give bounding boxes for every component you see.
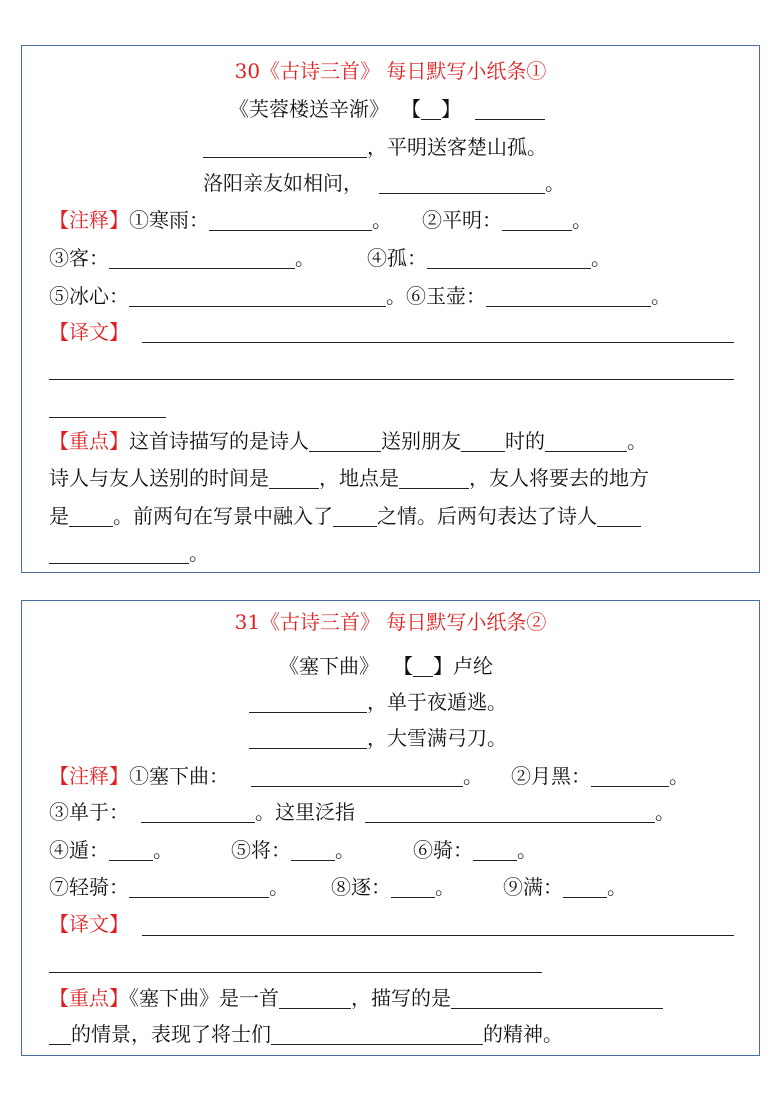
note-blank[interactable] bbox=[209, 210, 372, 231]
translation-blank[interactable] bbox=[142, 935, 734, 936]
notes-row-2 bbox=[49, 245, 611, 271]
note-blank[interactable] bbox=[109, 248, 295, 269]
note-blank[interactable] bbox=[109, 840, 153, 861]
note-blank[interactable] bbox=[563, 877, 607, 898]
translation-row bbox=[49, 319, 129, 345]
note-blank[interactable] bbox=[129, 877, 269, 898]
poem-title: 《芙蓉楼送辛渐》 bbox=[229, 97, 389, 121]
dictation-card-1 bbox=[21, 45, 760, 573]
key-label: 【重点】 bbox=[49, 429, 129, 453]
dynasty-blank[interactable] bbox=[421, 99, 441, 120]
translation-blank[interactable] bbox=[49, 972, 542, 973]
period: 。 bbox=[591, 246, 611, 270]
key-blank[interactable] bbox=[309, 431, 381, 452]
notes-label: 【注释】 bbox=[49, 208, 129, 232]
verse-end: 。 bbox=[545, 171, 565, 195]
key-blank[interactable] bbox=[597, 506, 641, 527]
bracket-close: 】 bbox=[433, 654, 453, 678]
key-blank[interactable] bbox=[451, 988, 663, 1009]
note-blank[interactable] bbox=[391, 877, 435, 898]
note-blank[interactable] bbox=[473, 840, 517, 861]
note-label: ④孤： bbox=[367, 246, 427, 270]
poem-title: 《塞下曲》 bbox=[279, 654, 379, 678]
key-text: 的精神。 bbox=[483, 1022, 563, 1046]
notes-row-3 bbox=[49, 837, 537, 863]
key-text: 的情景，表现了将士们 bbox=[71, 1022, 271, 1046]
key-text: 这首诗描写的是诗人 bbox=[129, 429, 309, 453]
notes-row-4 bbox=[49, 874, 627, 900]
key-blank[interactable] bbox=[49, 1024, 71, 1045]
card-title: 31《古诗三首》 每日默写小纸条② bbox=[234, 610, 547, 634]
dynasty-blank[interactable] bbox=[413, 656, 433, 677]
note-blank[interactable] bbox=[591, 766, 669, 787]
translation-row bbox=[49, 911, 129, 937]
poem-line-3 bbox=[203, 170, 565, 196]
period: 。 bbox=[627, 429, 647, 453]
period: 。 bbox=[517, 838, 537, 862]
note-label: ③单于： bbox=[49, 800, 129, 824]
period: 。 bbox=[189, 541, 209, 565]
note-label: ⑨满： bbox=[503, 875, 563, 899]
key-blank[interactable] bbox=[461, 431, 505, 452]
key-blank[interactable] bbox=[49, 543, 189, 564]
note-blank[interactable] bbox=[502, 210, 572, 231]
verse-text: ，单于夜遁逃。 bbox=[367, 690, 507, 714]
note-blank[interactable] bbox=[291, 840, 335, 861]
key-blank[interactable] bbox=[399, 468, 469, 489]
note-label: ②平明： bbox=[422, 208, 502, 232]
translation-blank[interactable] bbox=[142, 342, 734, 343]
card-title: 30《古诗三首》 每日默写小纸条① bbox=[234, 59, 547, 83]
note-label: ⑤将： bbox=[231, 838, 291, 862]
bracket-open: 【 bbox=[393, 654, 413, 678]
verse-text: 洛阳亲友如相问， bbox=[203, 171, 363, 195]
key-row-2 bbox=[49, 465, 649, 491]
key-row-3 bbox=[49, 503, 641, 529]
note-label: ①寒雨： bbox=[129, 208, 209, 232]
notes-row-1 bbox=[49, 763, 689, 789]
period: 。 bbox=[651, 284, 671, 308]
translation-blank[interactable] bbox=[49, 417, 166, 418]
key-text: ，描写的是 bbox=[351, 986, 451, 1010]
bracket-open: 【 bbox=[401, 97, 421, 121]
bracket-close: 】 bbox=[441, 97, 461, 121]
key-text: 《塞下曲》是一首 bbox=[129, 986, 279, 1010]
key-blank[interactable] bbox=[279, 988, 351, 1009]
notes-row-3 bbox=[49, 283, 671, 309]
key-blank[interactable] bbox=[545, 431, 627, 452]
note-label: ②月黑： bbox=[511, 764, 591, 788]
note-text: 。这里泛指 bbox=[255, 800, 355, 824]
note-blank[interactable] bbox=[486, 286, 651, 307]
period: 。 bbox=[572, 208, 592, 232]
verse-text: ，平明送客楚山孤。 bbox=[367, 135, 547, 159]
notes-label: 【注释】 bbox=[49, 764, 129, 788]
poem-line-2 bbox=[203, 134, 547, 160]
dictation-card-2 bbox=[21, 600, 760, 1056]
note-label: ③客： bbox=[49, 246, 109, 270]
verse-blank-1[interactable] bbox=[249, 692, 367, 713]
key-row-1 bbox=[49, 428, 647, 454]
verse-blank-1[interactable] bbox=[203, 137, 367, 158]
note-label: ⑤冰心： bbox=[49, 284, 129, 308]
verse-blank-2[interactable] bbox=[379, 173, 545, 194]
key-blank[interactable] bbox=[69, 506, 113, 527]
key-row-1 bbox=[49, 985, 663, 1011]
period: 。 bbox=[269, 875, 289, 899]
key-label: 【重点】 bbox=[49, 986, 129, 1010]
key-text: ，地点是 bbox=[319, 466, 399, 490]
period: 。 bbox=[669, 764, 689, 788]
poem-author: 卢纶 bbox=[453, 654, 493, 678]
poem-title-line bbox=[229, 96, 545, 122]
key-text: 之情。后两句表达了诗人 bbox=[377, 504, 597, 528]
key-text: ，友人将要去的地方 bbox=[469, 466, 649, 490]
period: 。 bbox=[372, 208, 392, 232]
key-blank[interactable] bbox=[269, 468, 319, 489]
key-text: 时的 bbox=[505, 429, 545, 453]
verse-text: ，大雪满弓刀。 bbox=[367, 726, 507, 750]
note-label: ⑥骑： bbox=[413, 838, 473, 862]
verse-blank-2[interactable] bbox=[249, 728, 367, 749]
note-blank[interactable] bbox=[365, 802, 655, 823]
period: 。 bbox=[607, 875, 627, 899]
period: 。 bbox=[655, 800, 675, 824]
period: 。 bbox=[295, 246, 315, 270]
note-blank[interactable] bbox=[251, 766, 463, 787]
period: 。 bbox=[435, 875, 455, 899]
key-text: 诗人与友人送别的时间是 bbox=[49, 466, 269, 490]
key-text: 送别朋友 bbox=[381, 429, 461, 453]
key-row-2 bbox=[49, 1021, 563, 1047]
poem-title-line bbox=[279, 653, 493, 679]
note-label: ①塞下曲： bbox=[129, 764, 229, 788]
translation-label: 【译文】 bbox=[49, 912, 129, 936]
poem-line-3 bbox=[249, 725, 507, 751]
note-blank[interactable] bbox=[129, 286, 386, 307]
key-blank[interactable] bbox=[333, 506, 377, 527]
translation-blank[interactable] bbox=[49, 379, 734, 380]
poem-line-2 bbox=[249, 689, 507, 715]
notes-row-2 bbox=[49, 799, 675, 825]
key-row-4 bbox=[49, 540, 209, 566]
author-blank[interactable] bbox=[475, 99, 545, 120]
period: 。 bbox=[335, 838, 355, 862]
translation-label: 【译文】 bbox=[49, 320, 129, 344]
note-blank[interactable] bbox=[141, 802, 255, 823]
notes-row-1 bbox=[49, 207, 592, 233]
key-text: 是 bbox=[49, 504, 69, 528]
period: 。 bbox=[386, 284, 406, 308]
note-label: ⑧逐： bbox=[331, 875, 391, 899]
key-text: 。前两句在写景中融入了 bbox=[113, 504, 333, 528]
note-blank[interactable] bbox=[427, 248, 591, 269]
period: 。 bbox=[463, 764, 483, 788]
period: 。 bbox=[153, 838, 173, 862]
note-label: ⑥玉壶： bbox=[406, 284, 486, 308]
note-label: ④遁： bbox=[49, 838, 109, 862]
key-blank[interactable] bbox=[271, 1024, 483, 1045]
note-label: ⑦轻骑： bbox=[49, 875, 129, 899]
